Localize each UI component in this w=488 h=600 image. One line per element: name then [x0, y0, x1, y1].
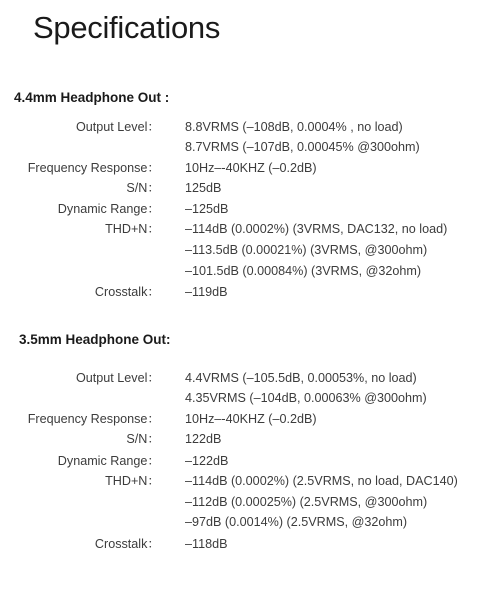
spec-row — [0, 492, 488, 512]
spec-value: 4.35VRMS (–104dB, 0.00063% @300ohm) — [185, 391, 427, 405]
spec-row — [0, 471, 488, 491]
spec-label: S/N： — [126, 432, 160, 446]
section-heading: 3.5mm Headphone Out: — [19, 332, 171, 347]
spec-label: Frequency Response： — [27, 412, 160, 426]
spec-value: –119dB — [185, 285, 228, 299]
spec-row — [0, 512, 488, 532]
spec-row — [0, 451, 488, 471]
spec-value: 125dB — [185, 181, 222, 195]
spec-row — [0, 240, 488, 260]
spec-label: Crosstalk： — [94, 537, 160, 551]
spec-value: 10Hz–-40KHZ (–0.2dB) — [185, 412, 317, 426]
spec-value: –113.5dB (0.00021%) (3VRMS, @300ohm) — [185, 243, 428, 257]
spec-row — [0, 409, 488, 429]
spec-value: 10Hz–-40KHZ (–0.2dB) — [185, 161, 317, 175]
spec-row — [0, 117, 488, 137]
spec-row — [0, 199, 488, 219]
spec-value: 8.7VRMS (–107dB, 0.00045% @300ohm) — [185, 140, 420, 154]
spec-value: –118dB — [185, 537, 228, 551]
spec-row — [0, 368, 488, 388]
spec-row — [0, 137, 488, 157]
spec-value: –125dB — [185, 202, 229, 216]
spec-row — [0, 178, 488, 198]
spec-label: THD+N： — [105, 222, 160, 236]
spec-label: Frequency Response： — [27, 161, 160, 175]
spec-label: Output Level： — [75, 371, 160, 385]
spec-row — [0, 534, 488, 554]
spec-row — [0, 282, 488, 302]
spec-label: S/N： — [126, 181, 160, 195]
spec-value: 4.4VRMS (–105.5dB, 0.00053%, no load) — [185, 371, 417, 385]
spec-row — [0, 261, 488, 281]
section-heading: 4.4mm Headphone Out : — [14, 90, 170, 105]
spec-row — [0, 158, 488, 178]
spec-row — [0, 388, 488, 408]
spec-value: –112dB (0.00025%) (2.5VRMS, @300ohm) — [185, 495, 428, 509]
spec-value: –114dB (0.0002%) (2.5VRMS, no load, DAC140) — [185, 474, 458, 488]
spec-value: –114dB (0.0002%) (3VRMS, DAC132, no load) — [185, 222, 448, 236]
spec-row — [0, 219, 488, 239]
page-title: Specifications — [33, 10, 221, 45]
spec-value: 8.8VRMS (–108dB, 0.0004% , no load) — [185, 120, 403, 134]
spec-value: –101.5dB (0.00084%) (3VRMS, @32ohm) — [185, 264, 422, 278]
spec-row — [0, 429, 488, 449]
spec-value: –122dB — [185, 454, 229, 468]
spec-label: THD+N： — [105, 474, 160, 488]
spec-value: 122dB — [185, 432, 222, 446]
spec-label: Output Level： — [75, 120, 160, 134]
spec-value: –97dB (0.0014%) (2.5VRMS, @32ohm) — [185, 515, 408, 529]
spec-label: Dynamic Range： — [57, 202, 160, 216]
spec-label: Dynamic Range： — [57, 454, 160, 468]
spec-label: Crosstalk： — [94, 285, 160, 299]
